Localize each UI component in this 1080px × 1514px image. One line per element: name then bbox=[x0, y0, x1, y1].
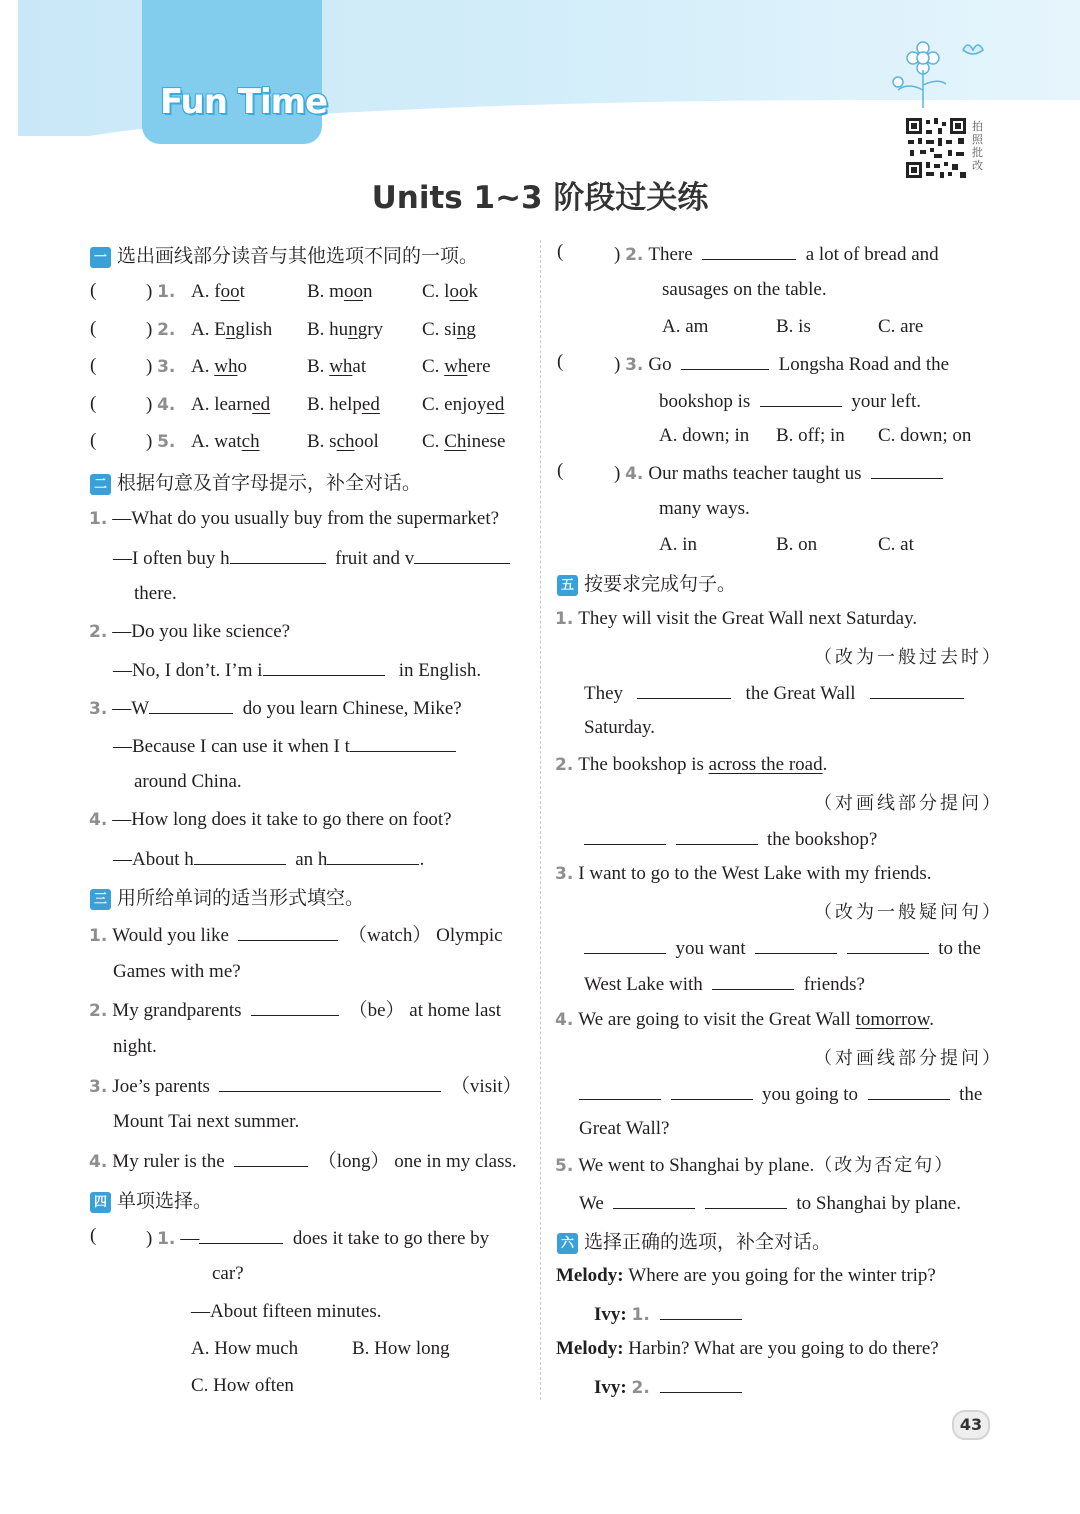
section-2-heading: 二 根据句意及首字母提示，补全对话。 bbox=[90, 468, 421, 495]
answer-blank[interactable] bbox=[234, 1148, 308, 1167]
option-c: C. look bbox=[422, 281, 478, 302]
option-a: A. learned bbox=[191, 394, 271, 415]
dialogue-line: Melody: Where are you going for the winter trip? bbox=[556, 1265, 936, 1286]
s5-q3-line1: 3. I want to go to the West Lake with my friends. bbox=[555, 863, 932, 884]
answer-blank[interactable] bbox=[613, 1190, 695, 1209]
qr-code-icon[interactable] bbox=[904, 116, 968, 180]
answer-blank[interactable] bbox=[637, 680, 731, 699]
header-tab bbox=[142, 0, 322, 144]
section-3-badge: 三 bbox=[90, 889, 111, 910]
option-b: B. on bbox=[776, 534, 818, 555]
tab-title: Fun Time bbox=[160, 82, 328, 122]
answer-blank[interactable] bbox=[676, 826, 758, 845]
s2-q4-line1: 4. —How long does it take to go there on foot? bbox=[89, 809, 452, 830]
answer-blank[interactable] bbox=[251, 997, 339, 1016]
option-b: B. helped bbox=[307, 394, 380, 415]
s5-q1-line1: 1. They will visit the Great Wall next Saturday. bbox=[555, 608, 918, 629]
option-c: C. Chinese bbox=[422, 431, 506, 452]
flower-decoration-icon bbox=[878, 30, 998, 110]
answer-blank[interactable] bbox=[871, 460, 943, 479]
option-a: A. down; in bbox=[659, 425, 750, 446]
answer-blank[interactable] bbox=[681, 351, 769, 370]
s5-q5-answer: We to Shanghai by plane. bbox=[579, 1190, 961, 1216]
option-a: A. in bbox=[659, 534, 697, 555]
section-5-heading: 五 按要求完成句子。 bbox=[557, 569, 736, 596]
s2-q3-line2: —Because I can use it when I t bbox=[113, 733, 456, 759]
page-number: 43 bbox=[952, 1410, 990, 1440]
s2-q4-line2: —About h an h . bbox=[113, 846, 424, 872]
column-divider bbox=[540, 240, 541, 1400]
s5-q4-line1: 4. We are going to visit the Great Wall tomorrow. bbox=[555, 1009, 935, 1030]
option-a: A. watch bbox=[191, 431, 260, 452]
answer-blank[interactable] bbox=[414, 545, 510, 564]
answer-blank[interactable] bbox=[238, 922, 338, 941]
answer-blank[interactable] bbox=[660, 1301, 742, 1320]
option-b: B. is bbox=[776, 316, 811, 337]
dialogue-line: Melody: Harbin? What are you going to do there? bbox=[556, 1338, 939, 1359]
s5-q1-answer: They the Great Wall bbox=[584, 680, 964, 706]
option-b: B. hungry bbox=[307, 319, 384, 340]
s2-q3-line3: around China. bbox=[134, 771, 242, 792]
page-title: Units 1~3 阶段过关练 bbox=[371, 180, 709, 216]
answer-blank[interactable] bbox=[660, 1374, 742, 1393]
s5-q3-hint: （改为一般疑问句） bbox=[814, 902, 1003, 923]
option-c: C. at bbox=[878, 534, 914, 555]
s5-q4-hint: （对画线部分提问） bbox=[814, 1048, 1003, 1069]
s3-q1-line1: 1. Would you like （watch） Olympic bbox=[89, 922, 503, 948]
section-3-heading: 三 用所给单词的适当形式填空。 bbox=[90, 883, 364, 910]
answer-blank[interactable] bbox=[705, 1190, 787, 1209]
option-b: B. How long bbox=[352, 1338, 450, 1359]
answer-blank[interactable] bbox=[712, 971, 794, 990]
answer-blank[interactable] bbox=[584, 826, 666, 845]
option-b: B. off; in bbox=[776, 425, 845, 446]
s2-q2-line2: —No, I don’t. I’m i in English. bbox=[113, 657, 481, 683]
answer-blank[interactable] bbox=[194, 846, 286, 865]
option-c: C. where bbox=[422, 356, 491, 377]
answer-blank[interactable] bbox=[847, 935, 929, 954]
option-b: B. moon bbox=[307, 281, 373, 302]
s5-q3-answer: you want to the bbox=[584, 935, 981, 961]
s5-q5-hint: （改为否定句） bbox=[814, 1155, 955, 1176]
option-a: A. English bbox=[191, 319, 273, 340]
option-c: C. enjoyed bbox=[422, 394, 505, 415]
s3-q4-line1: 4. My ruler is the （long） one in my class. bbox=[89, 1148, 517, 1174]
answer-blank[interactable] bbox=[579, 1081, 661, 1100]
section-4-heading: 四 单项选择。 bbox=[90, 1186, 212, 1213]
s2-q1-line1: 1. —What do you usually buy from the supermarket? bbox=[89, 508, 500, 529]
s5-q4-answer: you going to the bbox=[579, 1081, 982, 1107]
section-4-badge: 四 bbox=[90, 1192, 111, 1213]
answer-blank[interactable] bbox=[671, 1081, 753, 1100]
s2-q1-line2: —I often buy h fruit and v bbox=[113, 545, 510, 571]
answer-blank[interactable] bbox=[760, 388, 842, 407]
section-1-badge: 一 bbox=[90, 247, 111, 268]
s5-q1-hint: （改为一般过去时） bbox=[814, 647, 1003, 668]
answer-blank[interactable] bbox=[327, 846, 419, 865]
answer-blank[interactable] bbox=[868, 1081, 950, 1100]
s5-q2-answer: the bookshop? bbox=[584, 826, 877, 852]
answer-blank[interactable] bbox=[870, 680, 964, 699]
answer-blank[interactable] bbox=[702, 241, 796, 260]
option-c: C. are bbox=[878, 316, 924, 337]
s2-q2-line1: 2. —Do you like science? bbox=[89, 621, 291, 642]
s3-q2-line2: night. bbox=[113, 1036, 157, 1057]
answer-blank[interactable] bbox=[584, 935, 666, 954]
option-c: C. How often bbox=[191, 1375, 294, 1396]
option-a: A. How much bbox=[191, 1338, 299, 1359]
option-c: C. sing bbox=[422, 319, 476, 340]
section-6-heading: 六 选择正确的选项，补全对话。 bbox=[557, 1227, 831, 1254]
dialogue-line: Ivy: 2. bbox=[594, 1374, 742, 1400]
s3-q3-line1: 3. Joe’s parents （visit） bbox=[89, 1073, 522, 1099]
option-a: A. who bbox=[191, 356, 247, 377]
section-5-badge: 五 bbox=[557, 575, 578, 596]
section-6-badge: 六 bbox=[557, 1233, 578, 1254]
s2-q1-line3: there. bbox=[134, 583, 177, 604]
s3-q2-line1: 2. My grandparents （be） at home last bbox=[89, 997, 501, 1023]
answer-blank[interactable] bbox=[219, 1073, 441, 1092]
answer-blank[interactable] bbox=[199, 1225, 283, 1244]
section-1-heading: 一 选出画线部分读音与其他选项不同的一项。 bbox=[90, 241, 478, 268]
dialogue-line: Ivy: 1. bbox=[594, 1301, 742, 1327]
s3-q1-line2: Games with me? bbox=[113, 961, 241, 982]
option-a: A. am bbox=[662, 316, 709, 337]
qr-caption: 拍照批改 bbox=[972, 120, 983, 172]
answer-blank[interactable] bbox=[230, 545, 326, 564]
answer-blank[interactable] bbox=[263, 657, 385, 676]
s5-q5-line1: 5. We went to Shanghai by plane.（改为否定句） bbox=[555, 1155, 955, 1176]
s2-q3-line1: 3. —W do you learn Chinese, Mike? bbox=[89, 695, 462, 721]
s5-q2-hint: （对画线部分提问） bbox=[814, 793, 1003, 814]
answer-blank[interactable] bbox=[149, 695, 233, 714]
s3-q3-line2: Mount Tai next summer. bbox=[113, 1111, 300, 1132]
answer-blank[interactable] bbox=[755, 935, 837, 954]
s5-q2-line1: 2. The bookshop is across the road. bbox=[555, 754, 828, 775]
option-b: B. school bbox=[307, 431, 379, 452]
option-c: C. down; on bbox=[878, 425, 972, 446]
section-2-badge: 二 bbox=[90, 474, 111, 495]
option-b: B. what bbox=[307, 356, 367, 377]
option-a: A. foot bbox=[191, 281, 245, 302]
answer-blank[interactable] bbox=[350, 733, 456, 752]
